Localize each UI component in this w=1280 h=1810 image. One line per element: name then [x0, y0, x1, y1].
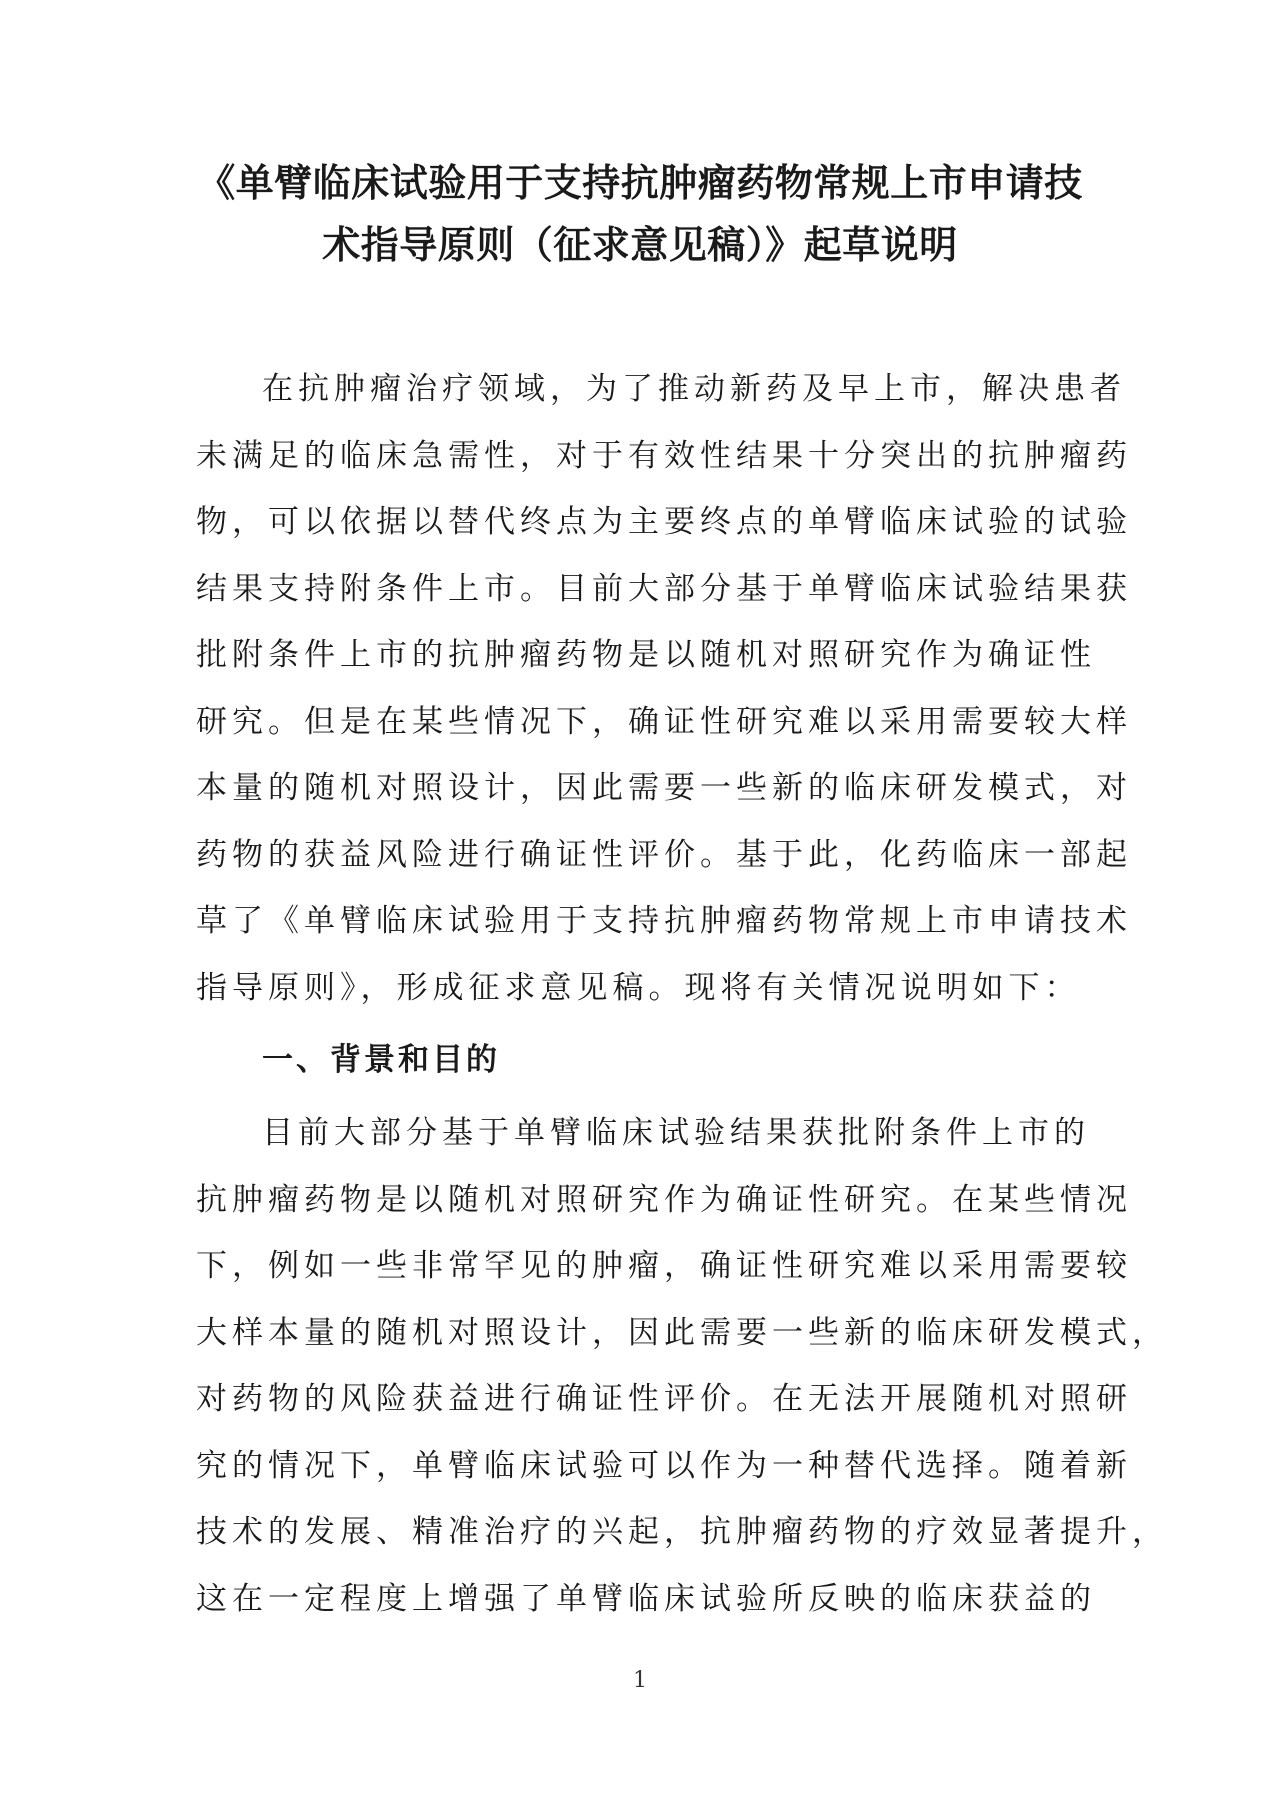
text-line: 结果支持附条件上市。目前大部分基于单臂临床试验结果获 — [196, 570, 1132, 607]
text-line: 抗肿瘤药物是以随机对照研究作为确证性研究。在某些情况 — [196, 1181, 1132, 1218]
text-line: 研究。但是在某些情况下，确证性研究难以采用需要较大样 — [196, 703, 1132, 740]
title-line-1: 《单臂临床试验用于支持抗肿瘤药物常规上市申请技 — [197, 161, 1083, 205]
text-line: 药物的获益风险进行确证性评价。基于此，化药临床一部起 — [196, 836, 1132, 873]
text-line: 物，可以依据以替代终点为主要终点的单臂临床试验的试验 — [196, 504, 1132, 540]
text-line: 对药物的风险获益进行确证性评价。在无法开展随机对照研 — [196, 1381, 1132, 1417]
intro-paragraph — [196, 356, 1132, 1021]
section-heading-background: 一、背景和目的 — [262, 1042, 500, 1078]
text-line: 下，例如一些非常罕见的肿瘤，确证性研究难以采用需要较 — [196, 1248, 1132, 1284]
text-line: 批附条件上市的抗肿瘤药物是以随机对照研究作为确证性 — [196, 637, 1096, 673]
text-line: 本量的随机对照设计，因此需要一些新的临床研发模式，对 — [196, 770, 1132, 806]
title-line-2: 术指导原则（征求意见稿）》起草说明 — [322, 223, 958, 267]
text-line: 在抗肿瘤治疗领域，为了推动新药及早上市，解决患者 — [262, 371, 1126, 407]
text-line: 目前大部分基于单臂临床试验结果获批附条件上市的 — [262, 1115, 1090, 1151]
text-line: 大样本量的随机对照设计，因此需要一些新的临床研发模式， — [196, 1314, 1168, 1351]
text-line: 未满足的临床急需性，对于有效性结果十分突出的抗肿瘤药 — [196, 437, 1132, 474]
text-line: 草了《单臂临床试验用于支持抗肿瘤药物常规上市申请技术 — [196, 903, 1132, 939]
text-line: 究的情况下，单臂临床试验可以作为一种替代选择。随着新 — [196, 1447, 1132, 1484]
text-line: 这在一定程度上增强了单臂临床试验所反映的临床获益的 — [196, 1580, 1096, 1617]
text-line: 技术的发展、精准治疗的兴起，抗肿瘤药物的疗效显著提升， — [196, 1514, 1168, 1550]
text-line: 指导原则》，形成征求意见稿。现将有关情况说明如下： — [196, 969, 1081, 1006]
page-number: 1 — [633, 1668, 647, 1693]
background-paragraph — [196, 1100, 1168, 1632]
document-title — [180, 152, 1100, 276]
